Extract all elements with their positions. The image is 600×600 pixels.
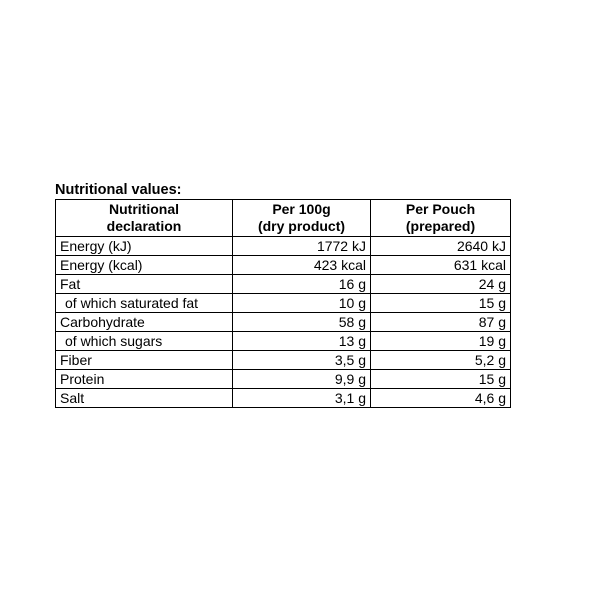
header-nutritional-declaration [56, 200, 233, 237]
table-row [56, 370, 511, 389]
value-per-pouch: 631 kcal [371, 256, 511, 275]
table-row [56, 256, 511, 275]
value-per-100g: 58 g [233, 313, 371, 332]
table-row [56, 294, 511, 313]
header-line: (prepared) [405, 218, 476, 234]
header-line: Per Pouch [405, 201, 476, 217]
value-per-pouch: 4,6 g [371, 389, 511, 408]
table-header-row [56, 200, 511, 237]
header-per-100g [233, 200, 371, 237]
row-label: Salt [56, 389, 233, 408]
value-per-100g: 10 g [233, 294, 371, 313]
table-row [56, 275, 511, 294]
row-label: Carbohydrate [56, 313, 233, 332]
row-label: Energy (kJ) [56, 237, 233, 256]
value-per-100g: 3,1 g [233, 389, 371, 408]
row-label: Fat [56, 275, 233, 294]
value-per-pouch: 15 g [371, 370, 511, 389]
value-per-100g: 423 kcal [233, 256, 371, 275]
header-line: (dry product) [257, 218, 346, 234]
header-line: Nutritional [109, 201, 179, 217]
row-label: Protein [56, 370, 233, 389]
table-row [56, 332, 511, 351]
row-label: Energy (kcal) [56, 256, 233, 275]
value-per-pouch: 19 g [371, 332, 511, 351]
value-per-pouch: 24 g [371, 275, 511, 294]
value-per-pouch: 87 g [371, 313, 511, 332]
table-row [56, 351, 511, 370]
row-label: of which sugars [56, 332, 233, 351]
table-row [56, 237, 511, 256]
value-per-100g: 9,9 g [233, 370, 371, 389]
header-line: Per 100g [272, 201, 331, 217]
nutrition-table [55, 199, 511, 408]
row-label: of which saturated fat [56, 294, 233, 313]
header-line: declaration [106, 218, 182, 234]
table-row [56, 389, 511, 408]
header-per-pouch [371, 200, 511, 237]
table-caption: Nutritional values: [55, 182, 182, 198]
value-per-100g: 1772 kJ [233, 237, 371, 256]
value-per-100g: 16 g [233, 275, 371, 294]
value-per-100g: 3,5 g [233, 351, 371, 370]
value-per-100g: 13 g [233, 332, 371, 351]
row-label: Fiber [56, 351, 233, 370]
table-row [56, 313, 511, 332]
value-per-pouch: 15 g [371, 294, 511, 313]
value-per-pouch: 5,2 g [371, 351, 511, 370]
value-per-pouch: 2640 kJ [371, 237, 511, 256]
